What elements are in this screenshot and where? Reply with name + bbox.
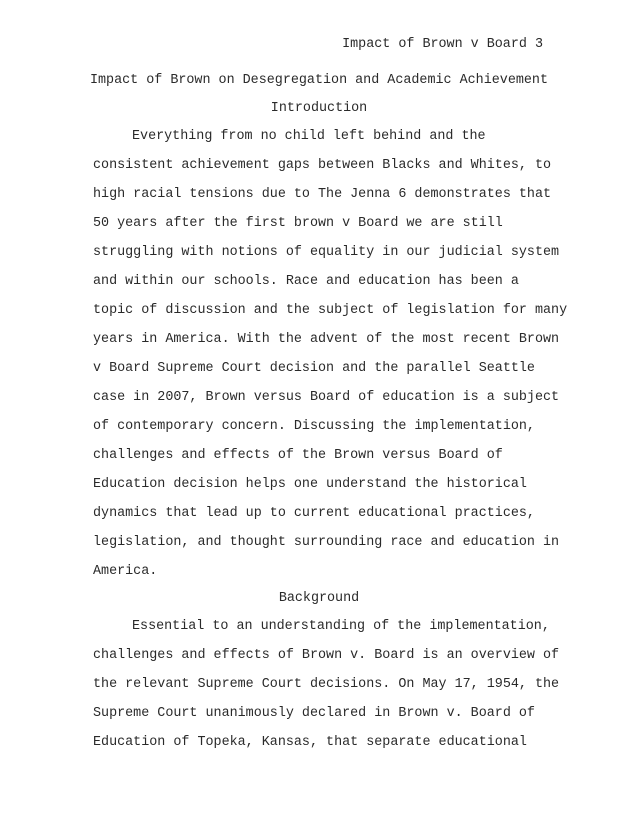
paragraph-line: legislation, and thought surrounding race and education in [93,535,560,550]
running-head: Impact of Brown v Board 3 [342,37,543,52]
paragraph-line: topic of discussion and the subject of legislation for many [93,303,568,318]
paragraph-line: v Board Supreme Court decision and the parallel Seattle [93,361,535,376]
paper-title: Impact of Brown on Desegregation and Academic Achievement [89,73,549,88]
paragraph-line: high racial tensions due to The Jenna 6 demonstrates that [93,187,552,202]
section-heading-background: Background [278,591,360,606]
paragraph-line: struggling with notions of equality in our judicial system [93,245,560,260]
paragraph-line: 50 years after the first brown v Board we are still [93,216,503,231]
paragraph-line: and within our schools. Race and education has been a [93,274,519,289]
paragraph-line: challenges and effects of Brown v. Board is an overview of [93,648,560,663]
paragraph-line: Supreme Court unanimously declared in Brown v. Board of [93,706,535,721]
paragraph-line: Education decision helps one understand the historical [93,477,527,492]
paragraph-line: consistent achievement gaps between Blacks and Whites, to [93,158,552,173]
paragraph-line: Everything from no child left behind and the [132,129,486,144]
paragraph-line: years in America. With the advent of the most recent Brown [93,332,560,347]
paragraph-line: Education of Topeka, Kansas, that separate educational [93,735,527,750]
paragraph-line: the relevant Supreme Court decisions. On May 17, 1954, the [93,677,560,692]
paragraph-line: America. [93,564,158,579]
section-heading-introduction: Introduction [270,101,368,116]
paragraph-line: of contemporary concern. Discussing the implementation, [93,419,535,434]
paragraph-line: dynamics that lead up to current educational practices, [93,506,535,521]
paragraph-line: Essential to an understanding of the implementation, [132,619,550,634]
paragraph-line: challenges and effects of the Brown versus Board of [93,448,503,463]
paragraph-line: case in 2007, Brown versus Board of education is a subject [93,390,560,405]
